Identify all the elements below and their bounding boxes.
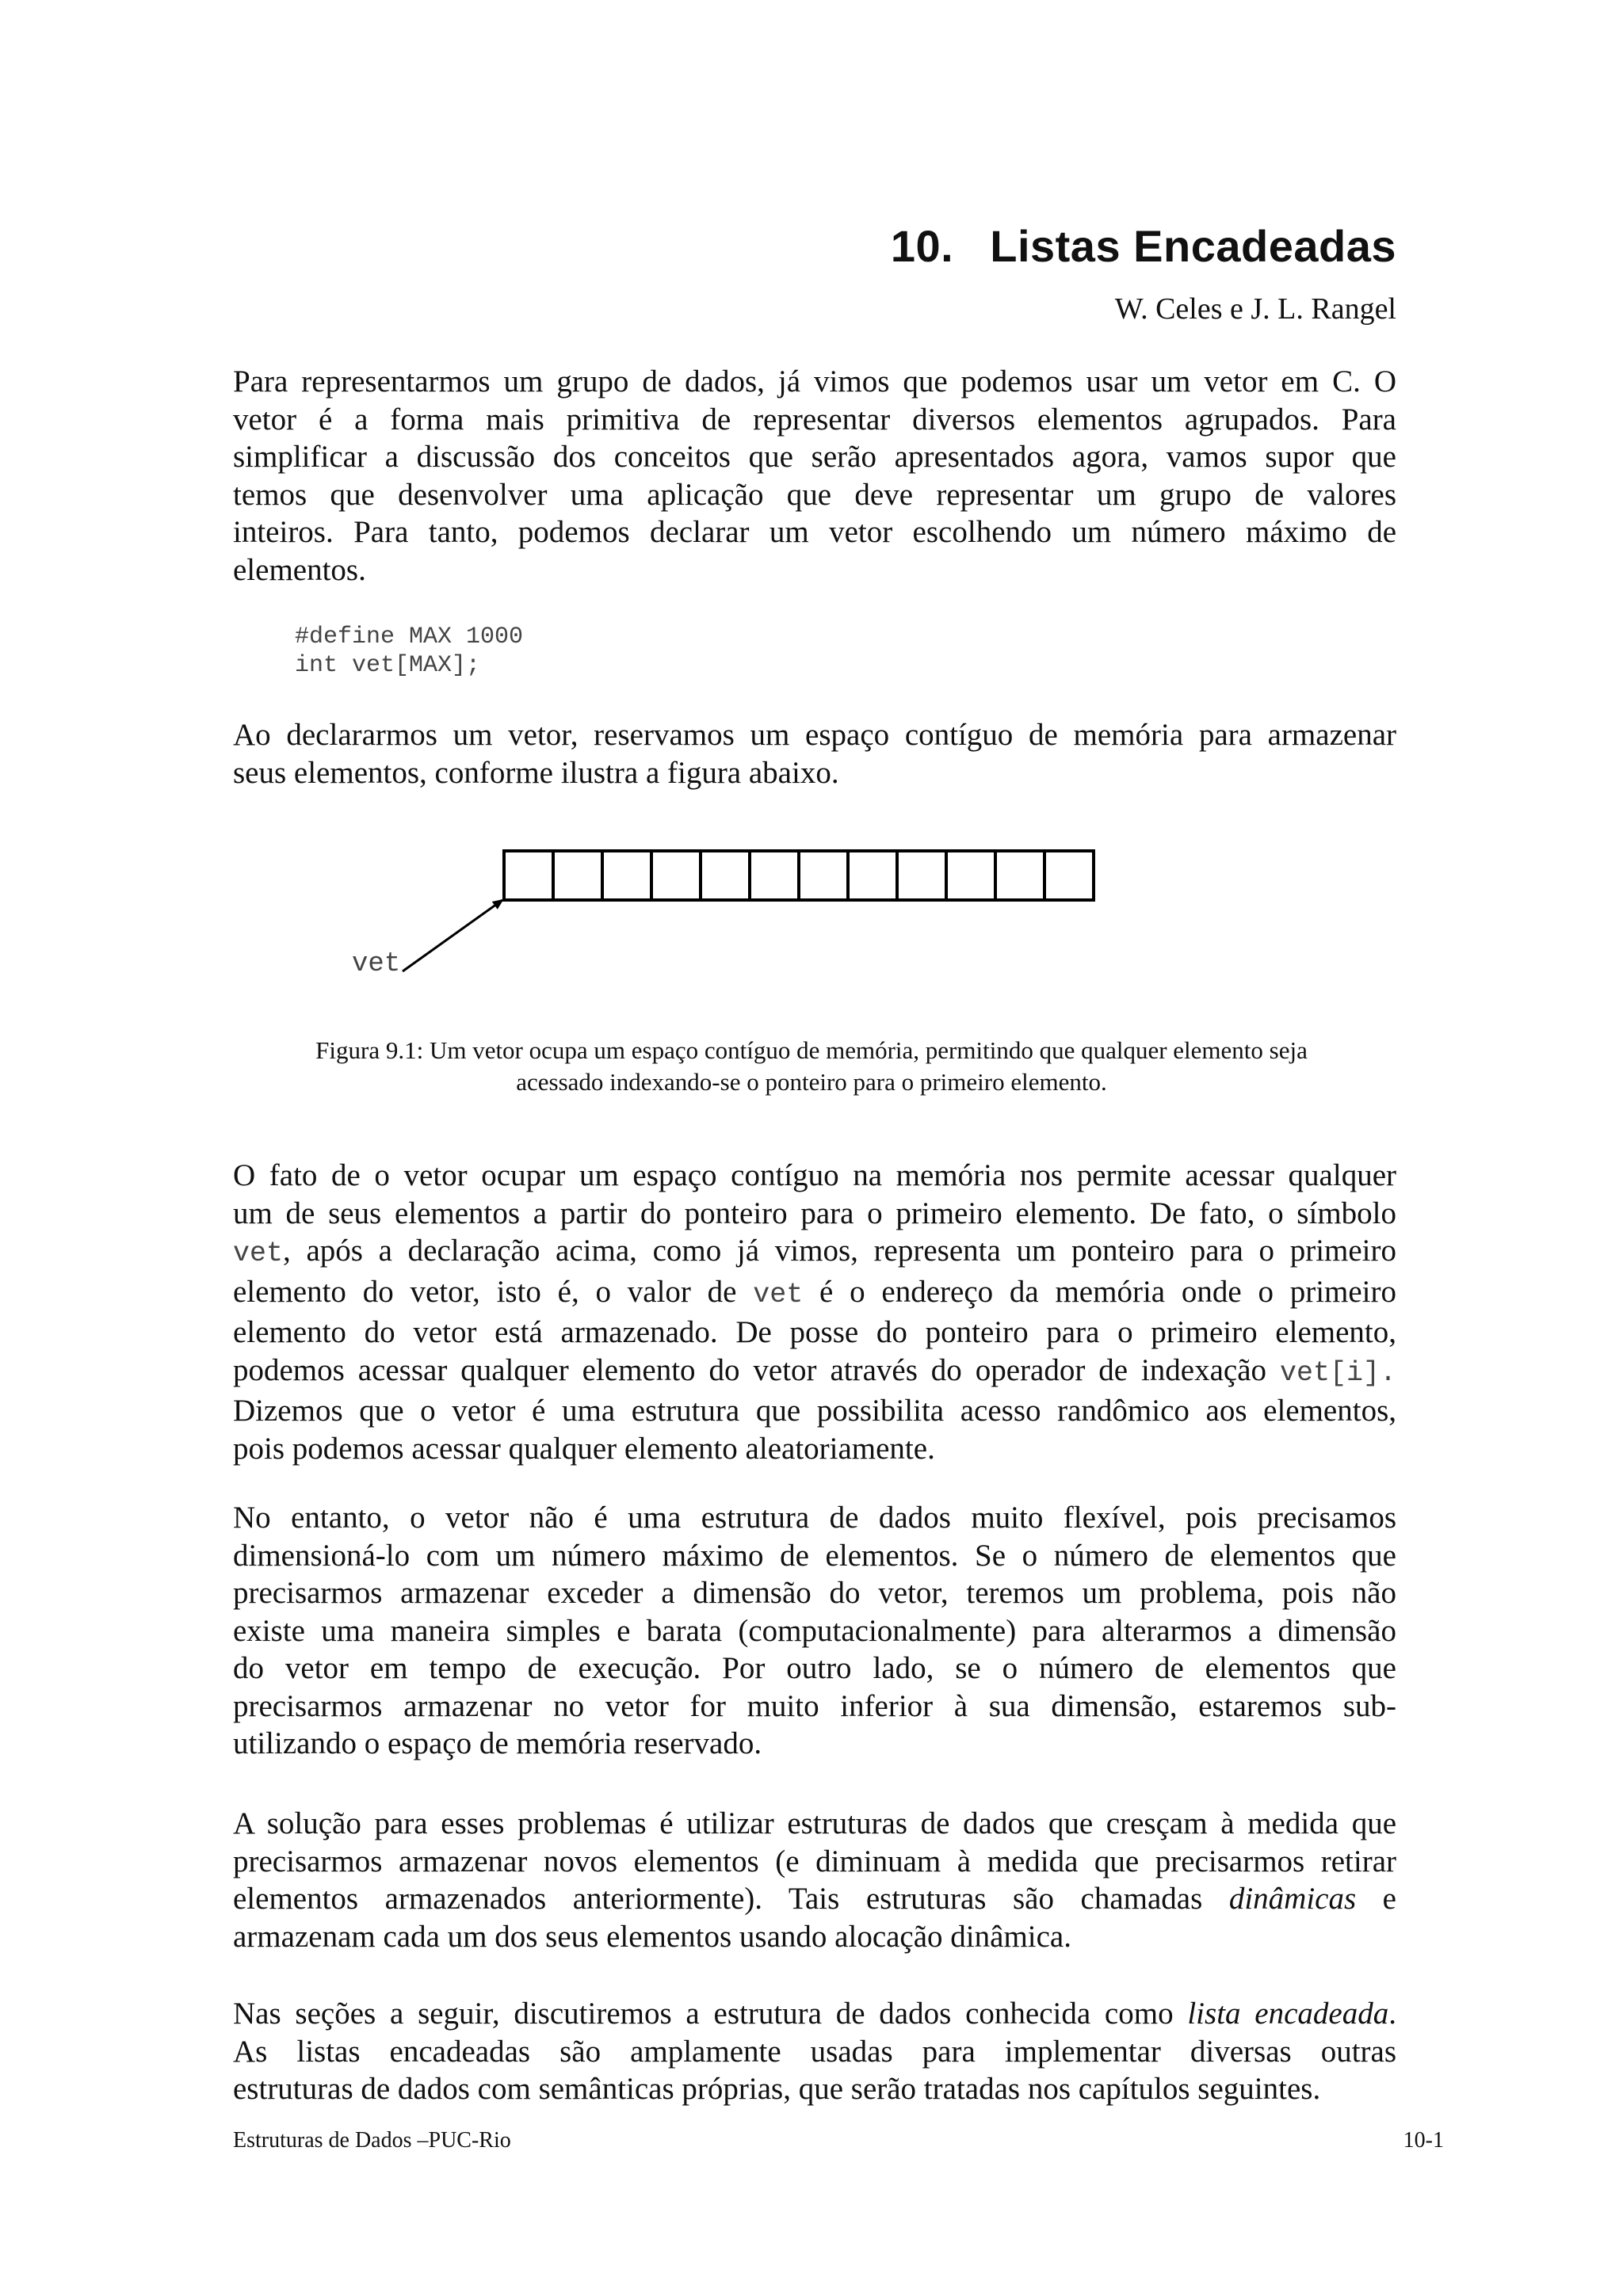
text-line: armazenam cada um dos seus elementos usando alocação dinâmica. <box>233 1919 1071 1954</box>
text-segment: Nas seções a seguir, discutiremos a estrutura de dados conhecida como <box>233 1997 1188 2031</box>
text-line: dimensioná-lo com um número máximo de elementos. Se o número de elementos que <box>233 1538 1396 1573</box>
code-line: int vet[MAX]; <box>295 652 481 679</box>
text-line: vetor é a forma mais primitiva de representar diversos elementos agrupados. Para <box>233 402 1396 437</box>
emphasis-term: lista encadeada <box>1187 1997 1389 2031</box>
text-line: estruturas de dados com semânticas próprias, que serão tratadas nos capítulos seguintes. <box>233 2072 1321 2106</box>
paragraph-declaration <box>233 716 1396 791</box>
text-line: As listas encadeadas são amplamente usadas para implementar diversas outras <box>233 2034 1396 2069</box>
array-cell <box>701 851 750 900</box>
text-line: A solução para esses problemas é utilizar estruturas de dados que cresçam à medida que <box>233 1806 1396 1840</box>
text-line: Para representarmos um grupo de dados, já vimos que podemos usar um vetor em C. O <box>233 364 1396 399</box>
text-line <box>233 1273 1396 1314</box>
text-line <box>233 1995 1396 2033</box>
array-cell <box>602 851 651 900</box>
inline-code: vet[i]. <box>1279 1356 1396 1389</box>
chapter-authors: W. Celes e J. L. Rangel <box>1114 292 1396 326</box>
array-cell <box>750 851 799 900</box>
caption-line: acessado indexando-se o ponteiro para o primeiro elemento. <box>516 1068 1107 1096</box>
text-line: um de seus elementos a partir do ponteiro para o primeiro elemento. De fato, o símbolo <box>233 1196 1396 1230</box>
array-cell <box>995 851 1044 900</box>
array-cell <box>946 851 995 900</box>
text-segment: , após a declaração acima, como já vimos, representa um ponteiro para o primeiro <box>283 1234 1396 1268</box>
text-line: seus elementos, conforme ilustra a figura abaixo. <box>233 755 839 790</box>
array-diagram <box>0 824 1623 998</box>
chapter-number: 10. <box>890 221 954 271</box>
inline-code: vet <box>753 1278 804 1310</box>
array-cell <box>848 851 897 900</box>
text-line: utilizando o espaço de memória reservado. <box>233 1726 762 1760</box>
footer-page-number: 10-1 <box>1403 2128 1444 2153</box>
text-line: Dizemos que o vetor é uma estrutura que possibilita acesso randômico aos elementos, <box>233 1394 1396 1428</box>
text-line: No entanto, o vetor não é uma estrutura de dados muito flexível, pois precisamos <box>233 1501 1396 1535</box>
text-line: simplificar a discussão dos conceitos que serão apresentados agora, vamos supor que <box>233 440 1396 474</box>
text-line <box>233 1232 1396 1273</box>
text-line: existe uma maneira simples e barata (computacionalmente) para alterarmos a dimensão <box>233 1613 1396 1648</box>
array-cell <box>553 851 602 900</box>
code-line: #define MAX 1000 <box>295 624 524 650</box>
array-cell <box>799 851 848 900</box>
text-segment: é o endereço da memória onde o primeiro <box>803 1274 1396 1309</box>
text-line <box>233 1352 1396 1393</box>
array-figure <box>0 824 1623 998</box>
chapter-title: Listas Encadeadas <box>990 221 1396 271</box>
text-segment: podemos acessar qualquer elemento do vetor através do operador de indexação <box>233 1352 1280 1387</box>
array-cell <box>1044 851 1094 900</box>
text-line: temos que desenvolver uma aplicação que deve representar um grupo de valores <box>233 477 1396 512</box>
text-segment: . <box>1388 1997 1396 2031</box>
text-line: elementos. <box>233 552 366 587</box>
text-segment: elementos armazenados anteriormente). Tais estruturas são chamadas <box>233 1882 1229 1916</box>
chapter-heading <box>891 220 1396 272</box>
emphasis-term: dinâmicas <box>1228 1882 1357 1916</box>
text-line: inteiros. Para tanto, podemos declarar um vetor escolhendo um número máximo de <box>233 515 1396 549</box>
text-line: elemento do vetor está armazenado. De posse do ponteiro para o primeiro elemento, <box>233 1315 1396 1349</box>
array-cell <box>897 851 946 900</box>
code-block <box>295 623 523 680</box>
pointer-label: vet <box>352 949 401 979</box>
pointer-arrow <box>403 900 502 971</box>
text-line: do vetor em tempo de execução. Por outro lado, se o número de elementos que <box>233 1651 1396 1685</box>
paragraph-next-sections <box>233 1995 1396 2108</box>
array-cells <box>504 851 1094 900</box>
array-cell <box>651 851 701 900</box>
figure-caption <box>238 1035 1385 1098</box>
caption-line: Figura 9.1: Um vetor ocupa um espaço contíguo de memória, permitindo que qualquer elemento seja <box>315 1036 1308 1064</box>
text-line: Ao declararmos um vetor, reservamos um espaço contíguo de memória para armazenar <box>233 718 1396 752</box>
intro-paragraph <box>233 363 1396 589</box>
text-line: precisarmos armazenar novos elementos (e diminuam à medida que precisarmos retirar <box>233 1844 1396 1878</box>
text-segment: e <box>1356 1882 1396 1916</box>
text-line <box>233 1880 1396 1918</box>
text-line: precisarmos armazenar no vetor for muito inferior à sua dimensão, estaremos sub- <box>233 1688 1396 1723</box>
array-cell <box>504 851 553 900</box>
paragraph-pointer <box>233 1157 1396 1467</box>
text-line: pois podemos acessar qualquer elemento aleatoriamente. <box>233 1431 935 1466</box>
inline-code: vet <box>233 1238 284 1269</box>
footer-course: Estruturas de Dados –PUC-Rio <box>233 2128 511 2153</box>
text-line: precisarmos armazenar exceder a dimensão do vetor, teremos um problema, pois não <box>233 1576 1396 1610</box>
text-line: O fato de o vetor ocupar um espaço contíguo na memória nos permite acessar qualquer <box>233 1158 1396 1192</box>
paragraph-solution <box>233 1805 1396 1955</box>
text-segment: elemento do vetor, isto é, o valor de <box>233 1274 754 1309</box>
paragraph-limitations <box>233 1499 1396 1763</box>
